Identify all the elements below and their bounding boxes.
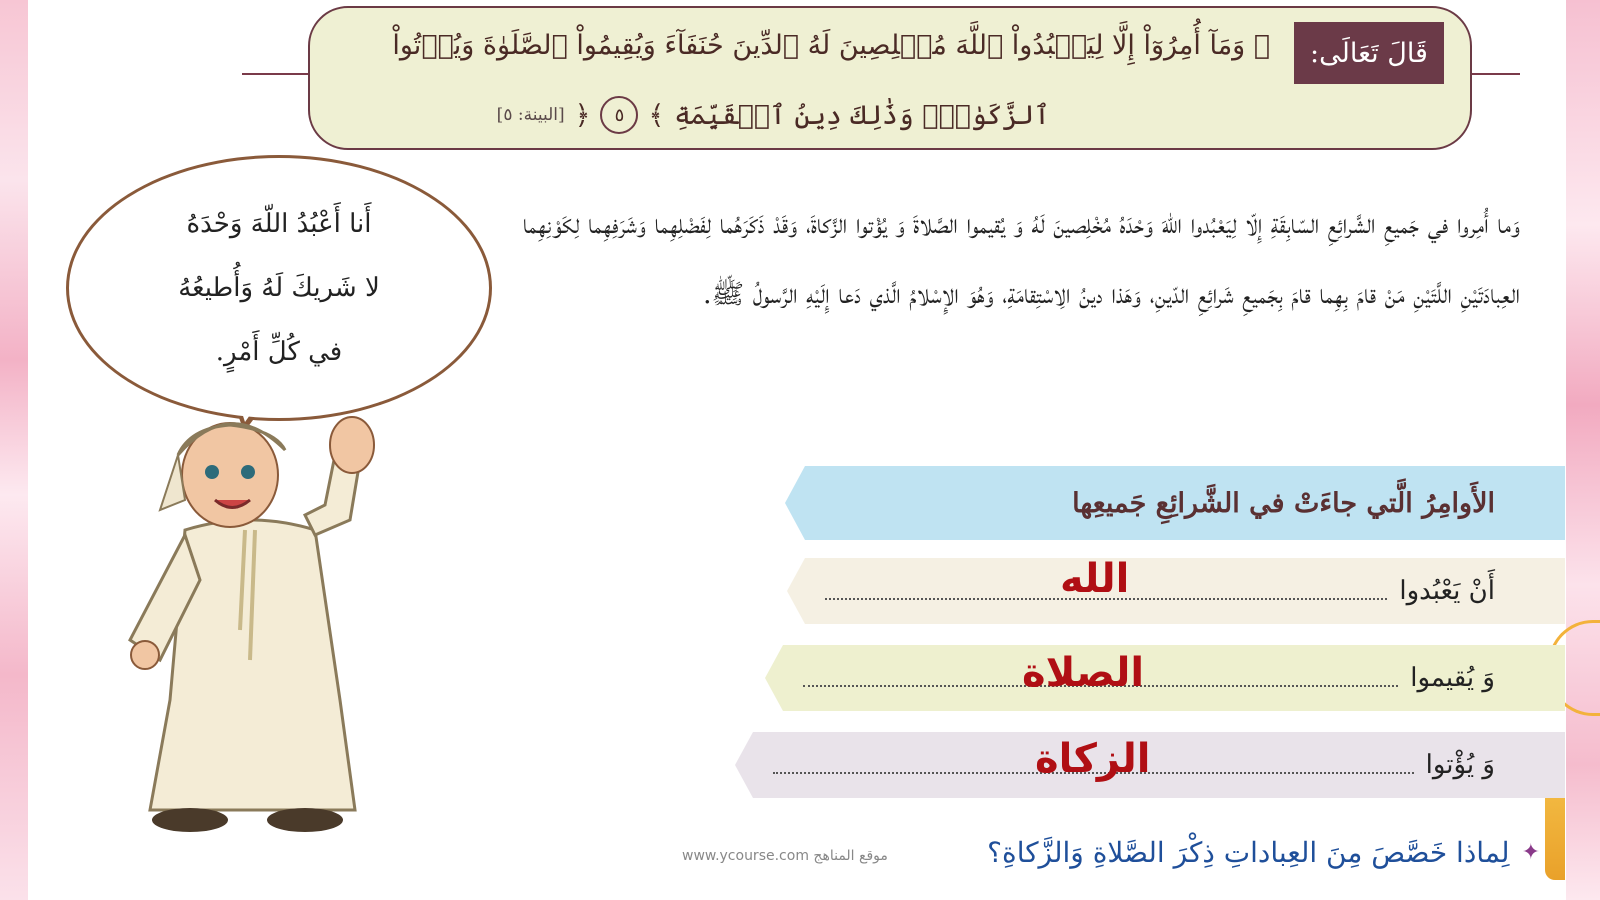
question-text: لِماذا خَصَّصَ مِنَ العِباداتِ ذِكْرَ الصَّلاةِ وَالزَّكاةِ؟ [987,836,1510,869]
row-3-answer: الزكاة [1035,736,1151,782]
verse-line-2: ٱلزَّكَوٰةَۚ وَذَٰلِكَ دِينُ ٱلۡقَيِّمَةِ ﴾ ٥ ﴿ [البينة: ٥] [497,96,1050,134]
verse-line-1: ﴿ وَمَآ أُمِرُوٓاْ إِلَّا لِيَعۡبُدُواْ ٱللَّهَ مُخۡلِصِينَ لَهُ ٱلدِّينَ حُنَفَآءَ وَيُقِيمُواْ ٱلصَّلَوٰةَ وَيُؤۡتُواْ [392,30,1270,61]
star-bullet-icon: ✦ [1521,840,1540,865]
watermark: www.ycourse.com موقع المناهج [682,848,888,864]
qal-taala-label: قَالَ تَعَالَى: [1294,22,1444,84]
answer-row-3 [753,732,1565,798]
row-1-label: أَنْ يَعْبُدوا [1399,576,1495,606]
verse-reference: [البينة: ٥] [496,105,565,125]
answer-row-1 [805,558,1565,624]
explanation-paragraph: وَما أُمِروا في جَميعِ الشَّرائِعِ السّابِقَةِ إِلّا لِيَعْبُدوا اللّهَ وَحْدَهُ مُخْلِصينَ لَهُ وَ يُقيموا الصَّلاةَ وَ يُؤْتوا الزَّكاةَ، وَقَدْ ذَكَرَهُما لِفَضْلِهِما وَشَرَفِهِما لِكَوْنِهِما العِبادَتَيْنِ اللَّتَيْنِ مَنْ قامَ بِهِما قامَ بِجَميعِ شَرائِعِ الدّينِ، وَهَذا دينُ الِاسْتِقامَةِ، وَهُوَ الإِسْلامُ الَّذي دَعا إِلَيْهِ الرَّسولُ ﷺ. [522,209,1520,310]
bubble-line-1: أَنا أَعْبُدُ اللّهَ وَحْدَهُ [186,209,372,239]
answer-row-2 [783,645,1565,711]
row-2-answer: الصلاة [1022,650,1145,696]
verse-banner [308,6,1472,150]
question [987,836,1540,869]
row-2-label: وَ يُقيموا [1410,663,1495,693]
verse-number: ٥ [600,96,638,134]
speech-bubble [66,155,492,421]
boy-illustration [90,400,410,860]
row-3-label: وَ يُؤْتوا [1425,750,1495,780]
floral-border-left [0,0,28,900]
section-header [805,466,1565,540]
bubble-line-2: لا شَريكَ لَهُ وَأُطيعُهُ [178,273,380,303]
section-title: الأَوامِرُ الَّتي جاءَتْ في الشَّرائِعِ جَميعِها [1072,487,1495,519]
floral-border-right [1566,0,1600,900]
verse-divider-left [242,73,312,75]
bubble-line-3: في كُلِّ أَمْرٍ. [215,337,343,367]
verse-line-2-text: ٱلزَّكَوٰةَۚ وَذَٰلِكَ دِينُ ٱلۡقَيِّمَةِ [674,99,1050,131]
row-1-answer: الله [1060,556,1130,602]
